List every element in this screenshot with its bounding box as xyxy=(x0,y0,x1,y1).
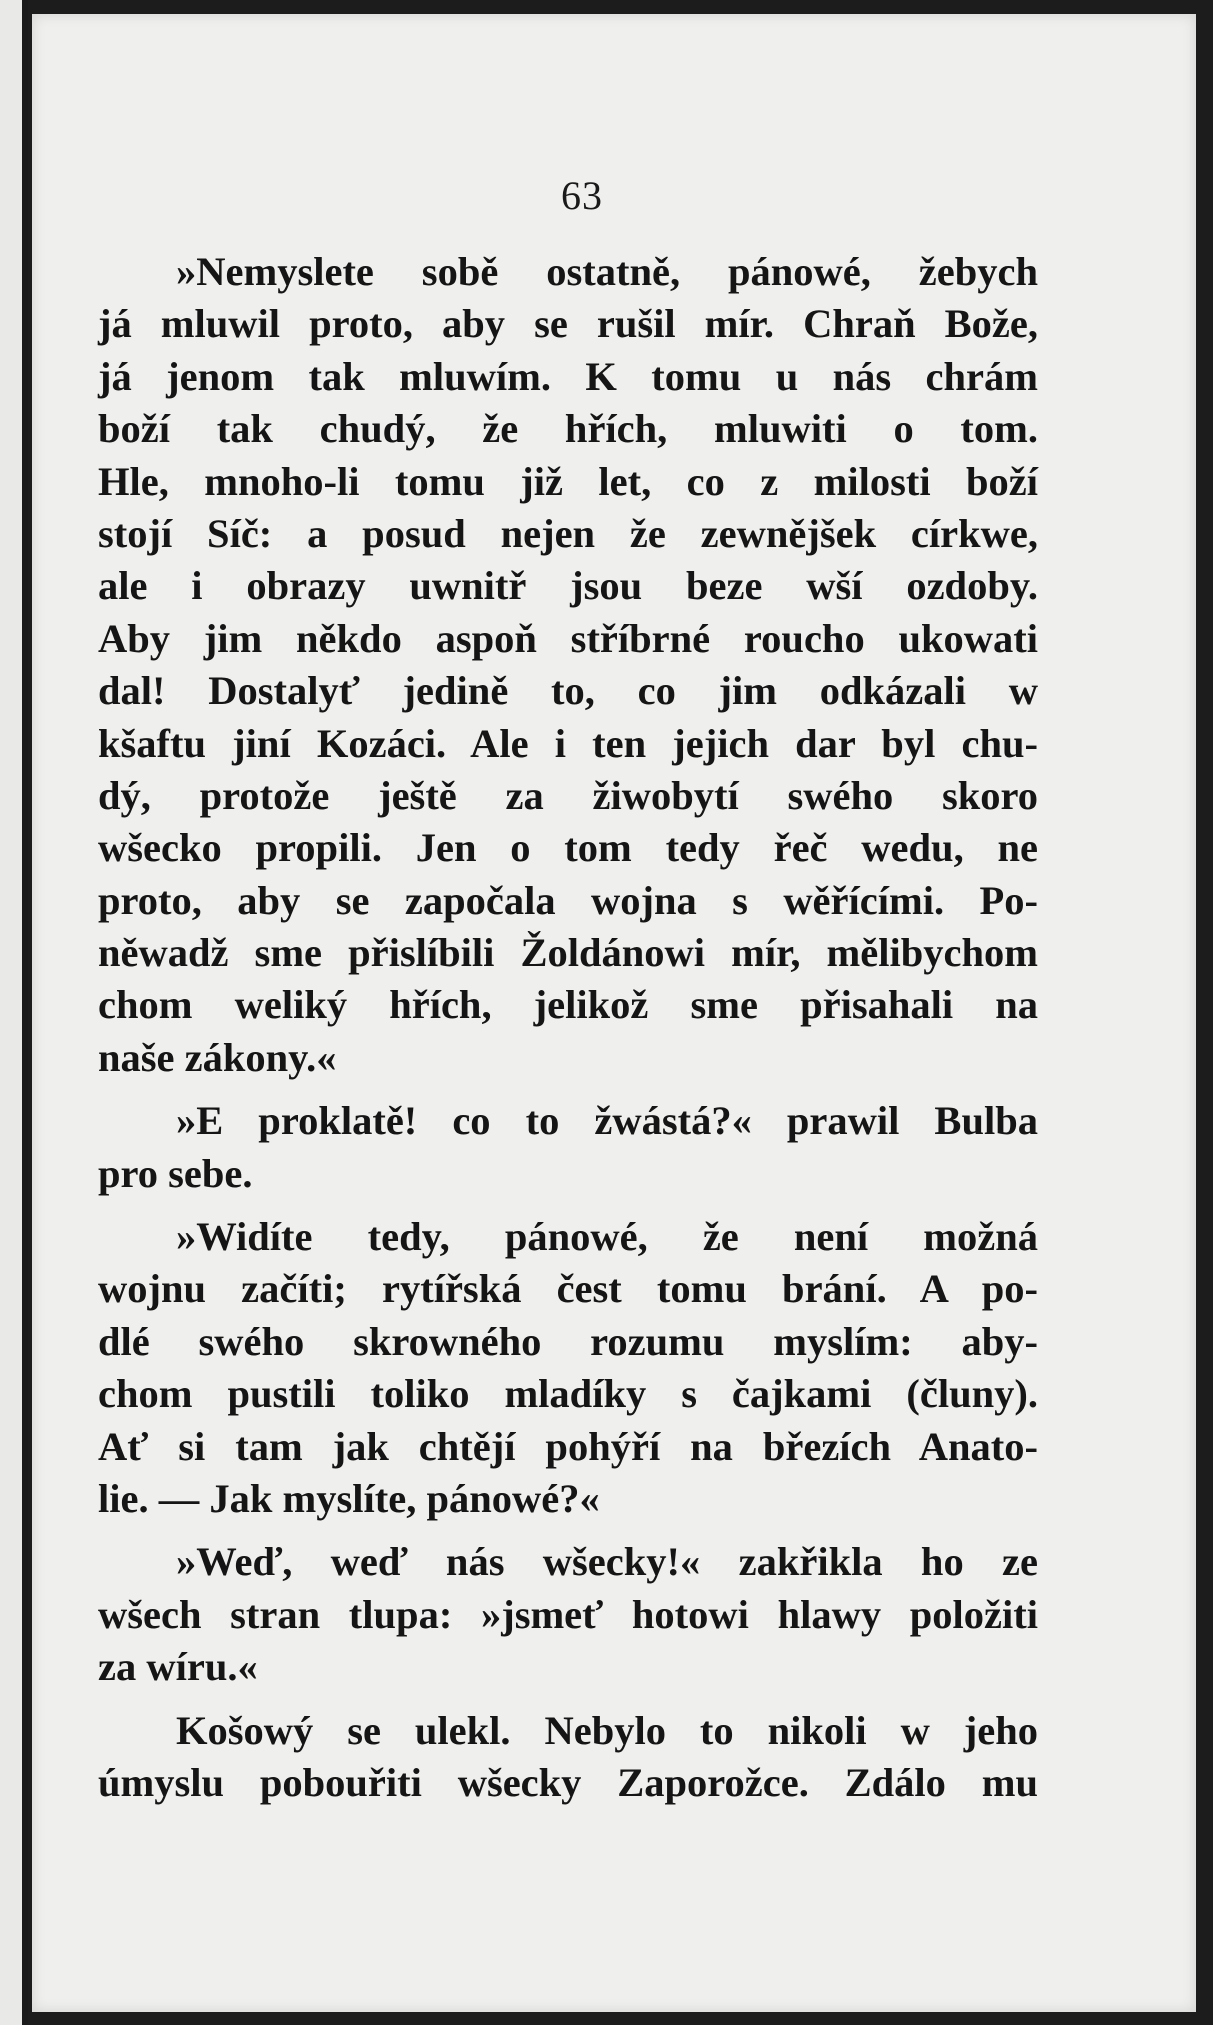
adjacent-page-edge xyxy=(0,0,28,2025)
text-line: ale i obrazy uwnitř jsou beze wší ozdoby. xyxy=(98,563,1038,609)
text-line: wojnu začíti; rytířská čest tomu brání. A po- xyxy=(98,1266,1038,1312)
text-line: dlé swého skrowného rozumu myslím: aby- xyxy=(98,1318,1038,1364)
text-line: wšecko propili. Jen o tom tedy řeč wedu, ne xyxy=(98,825,1038,871)
text-line: já mluwil proto, aby se rušil mír. Chraň Bože, xyxy=(98,301,1038,347)
text-line: naše zákony.« xyxy=(98,1034,337,1080)
text-line: dal! Dostalyť jedině to, co jim odkázali w xyxy=(98,668,1038,714)
text-line: »Nemyslete sobě ostatně, pánowé, žebych xyxy=(176,249,1038,294)
paragraph-4 xyxy=(98,1536,1038,1693)
text-line: stojí Síč: a posud nejen že zewnějšek církwe, xyxy=(98,510,1038,556)
text-line: »Weď, weď nás wšecky!« zakřikla ho ze xyxy=(176,1539,1038,1585)
text-line: lie. — Jak myslíte, pánowé?« xyxy=(98,1475,600,1521)
paragraph-5 xyxy=(98,1705,1038,1810)
text-line: proto, aby se započala wojna s wěřícími. Po- xyxy=(98,877,1038,923)
text-line: úmyslu pobouřiti wšecky Zaporožce. Zdálo mu xyxy=(98,1759,1038,1805)
page-number: 63 xyxy=(561,173,603,218)
text-line: za wíru.« xyxy=(98,1644,258,1690)
text-line: já jenom tak mluwím. K tomu u nás chrám xyxy=(98,353,1038,399)
paragraph-1 xyxy=(98,246,1038,1084)
text-line: Ať si tam jak chtějí pohýří na březích Anato- xyxy=(98,1423,1038,1469)
text-line: boží tak chudý, že hřích, mluwiti o tom. xyxy=(98,406,1038,452)
text-line: Hle, mnoho-li tomu již let, co z milosti boží xyxy=(98,458,1038,504)
text-line: Aby jim někdo aspoň stříbrné roucho ukowati xyxy=(98,615,1038,661)
text-line: dý, protože ještě za žiwobytí swého skoro xyxy=(98,772,1038,818)
page-text xyxy=(98,246,1038,1820)
text-line: Košowý se ulekl. Nebylo to nikoli w jeho xyxy=(176,1707,1038,1753)
text-line: wšech stran tlupa: »jsmeť hotowi hlawy položiti xyxy=(98,1591,1038,1637)
text-line: pro sebe. xyxy=(98,1150,253,1196)
text-line: chom pustili toliko mladíky s čajkami (čluny). xyxy=(98,1371,1038,1417)
book-page xyxy=(32,14,1196,2012)
paragraph-2 xyxy=(98,1095,1038,1200)
text-line: kšaftu jiní Kozáci. Ale i ten jejich dar byl chu- xyxy=(98,720,1038,766)
text-line: chom weliký hřích, jelikož sme přisahali na xyxy=(98,982,1038,1028)
text-line: »Widíte tedy, pánowé, že není možná xyxy=(176,1214,1038,1260)
paragraph-3 xyxy=(98,1211,1038,1525)
text-line: »E proklatě! co to žwástá?« prawil Bulba xyxy=(176,1098,1038,1144)
text-line: něwadž sme přislíbili Žoldánowi mír, mělibychom xyxy=(98,930,1038,976)
